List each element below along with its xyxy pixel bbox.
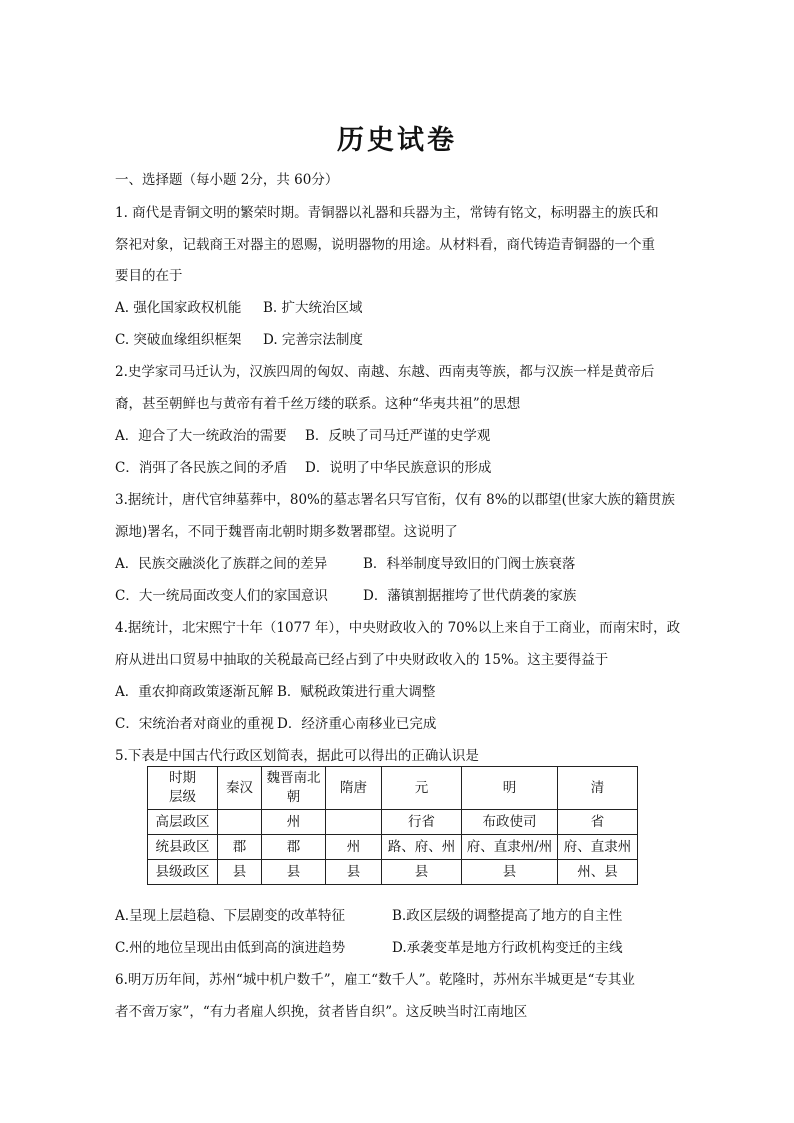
q1-option-b[interactable]: B. 扩大统治区域: [263, 300, 363, 316]
q2-stem-line: 裔，甚至朝鲜也与黄帝有着千丝万缕的联系。这种“华夷共祖”的思想: [115, 396, 521, 412]
q4-option-b[interactable]: B．赋税政策进行重大调整: [277, 684, 436, 700]
table-row: [148, 835, 638, 860]
table-cell: 县: [382, 860, 462, 885]
table-cell: 行省: [382, 810, 462, 835]
table-cell: 布政使司: [462, 810, 558, 835]
table-row: [148, 860, 638, 885]
table-cell: 县: [218, 860, 262, 885]
q1-option-a[interactable]: A. 强化国家政权机能: [115, 300, 242, 316]
q4-options-row: [115, 714, 695, 734]
q2-option-b[interactable]: B．反映了司马迁严谨的史学观: [305, 428, 491, 444]
table-header-cell: 元: [382, 767, 462, 810]
q4-option-c[interactable]: C．宋统治者对商业的重视: [115, 716, 274, 732]
q5-option-b[interactable]: B.政区层级的调整提高了地方的自主性: [392, 908, 623, 924]
table-header-cell: 清: [558, 767, 638, 810]
section-heading: 一、选择题（每小题 2分，共 60分）: [115, 172, 339, 188]
table-row: [148, 810, 638, 835]
q3-option-a[interactable]: A．民族交融淡化了族群之间的差异: [115, 556, 328, 572]
q5-stem-line: 5.下表是中国古代行政区划简表，据此可以得出的正确认识是: [115, 748, 479, 764]
table-header-cell: 隋唐: [326, 767, 382, 810]
q5-option-d[interactable]: D.承袭变革是地方行政机构变迁的主线: [392, 940, 623, 956]
table-cell: 州: [326, 835, 382, 860]
q2-options-row: [115, 458, 695, 478]
table-header-cell: 秦汉: [218, 767, 262, 810]
q5-option-c[interactable]: C.州的地位呈现出由低到高的演进趋势: [115, 940, 346, 956]
table-cell: 统县政区: [148, 835, 218, 860]
table-cell: [326, 810, 382, 835]
table-header-cell: 魏晋南北 朝: [262, 767, 326, 810]
q4-stem-line: 府从进出口贸易中抽取的关税最高已经占到了中央财政收入的 15%。这主要得益于: [115, 652, 609, 668]
q4-options-row: [115, 682, 695, 702]
q2-stem-line: 2.史学家司马迁认为，汉族四周的匈奴、南越、东越、西南夷等族，都与汉族一样是黄帝后: [115, 364, 655, 380]
q4-option-a[interactable]: A．重农抑商政策逐渐瓦解: [115, 684, 274, 700]
table-cell: 府、直隶州: [558, 835, 638, 860]
q1-stem-line: 要目的在于: [115, 268, 183, 284]
table-cell: 高层政区: [148, 810, 218, 835]
q5-options-row: [115, 906, 695, 926]
table-cell: 州、县: [558, 860, 638, 885]
q3-options-row: [115, 554, 695, 574]
q1-options-row: [115, 298, 695, 318]
table-cell: 路、府、州: [382, 835, 462, 860]
table-cell: [218, 810, 262, 835]
admin-division-table: [147, 766, 638, 885]
q6-stem-line: 6.明万历年间，苏州“城中机户数千”，雇工“数千人”。乾隆时，苏州东半城更是“专其业: [115, 972, 635, 988]
q2-option-c[interactable]: C．消弭了各民族之间的矛盾: [115, 460, 288, 476]
table-cell: 县: [326, 860, 382, 885]
table-header-cell: 明: [462, 767, 558, 810]
q6-stem-line: 者不啻万家”，“有力者雇人织挽，贫者皆自织”。这反映当时江南地区: [115, 1004, 528, 1020]
q3-option-d[interactable]: D．藩镇割据摧垮了世代荫袭的家族: [363, 588, 577, 604]
q2-option-d[interactable]: D．说明了中华民族意识的形成: [305, 460, 492, 476]
table-cell: 县: [462, 860, 558, 885]
table-cell: 省: [558, 810, 638, 835]
table-header-cell: 时期 层级: [148, 767, 218, 810]
q2-options-row: [115, 426, 695, 446]
q1-options-row: [115, 330, 695, 350]
q3-option-c[interactable]: C．大一统局面改变人们的家国意识: [115, 588, 328, 604]
table-cell: 县: [262, 860, 326, 885]
table-header-row: [148, 767, 638, 810]
q4-option-d[interactable]: D．经济重心南移业已完成: [277, 716, 437, 732]
table-cell: 县级政区: [148, 860, 218, 885]
q3-options-row: [115, 586, 695, 606]
q1-stem-line: 祭祀对象，记载商王对器主的恩赐，说明器物的用途。从材料看，商代铸造青铜器的一个重: [115, 237, 655, 253]
q3-stem-line: 3.据统计，唐代官绅墓葬中，80%的墓志署名只写官衔，仅有 8%的以郡望(世家大族的籍贯族: [115, 492, 675, 508]
q1-option-c[interactable]: C. 突破血缘组织框架: [115, 332, 242, 348]
q5-options-row: [115, 938, 695, 958]
q3-stem-line: 源地)署名，不同于魏晋南北朝时期多数署郡望。这说明了: [115, 524, 458, 540]
page-title: 历史试卷: [337, 125, 457, 156]
q3-option-b[interactable]: B．科举制度导致旧的门阀士族衰落: [363, 556, 576, 572]
table-cell: 郡: [218, 835, 262, 860]
table-cell: 府、直隶州/州: [462, 835, 558, 860]
table-cell: 州: [262, 810, 326, 835]
q4-stem-line: 4.据统计，北宋熙宁十年（1077 年），中央财政收入的 70%以上来自于工商业，而南宋时，政: [115, 620, 681, 636]
q5-option-a[interactable]: A.呈现上层趋稳、下层剧变的改革特征: [115, 908, 346, 924]
q1-option-d[interactable]: D. 完善宗法制度: [263, 332, 363, 348]
table-cell: 郡: [262, 835, 326, 860]
q1-stem-line: 1. 商代是青铜文明的繁荣时期。青铜器以礼器和兵器为主，常铸有铭文，标明器主的族氏和: [115, 205, 659, 221]
q2-option-a[interactable]: A．迎合了大一统政治的需要: [115, 428, 287, 444]
